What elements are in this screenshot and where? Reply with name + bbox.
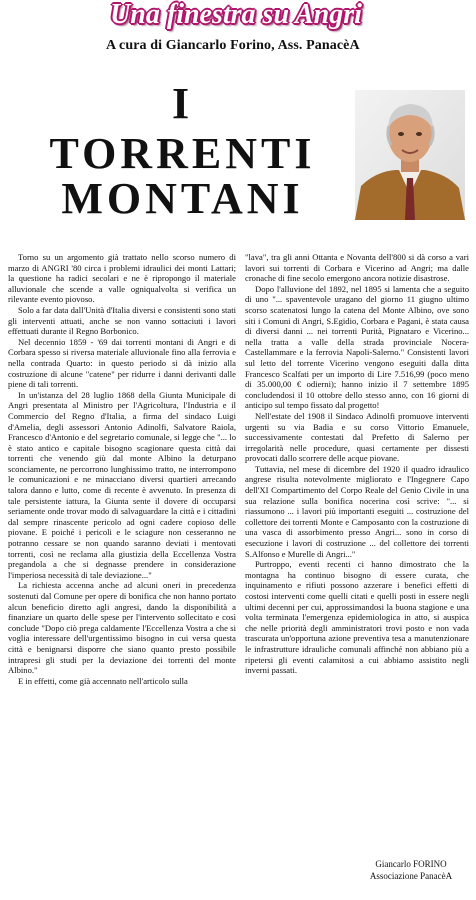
article-column-left <box>8 252 236 686</box>
signature-organization: Associazione PanacèA <box>369 871 453 881</box>
article-paragraph: Purtroppo, eventi recenti ci hanno dimostrato che la montagna ha continuo bisogno di essere curata, che inquinamento e rifiuti possono azzerare i benefici effetti di costosi interventi come quelli citati e quelli posti in essere negli ultimi decenni per cui, approssimandosi la buona stagione e una volta terminata l'emergenza epidemiologica in atto, si auspica che nelle priorità degli amministratori trovi posto e non vada trascurata un'opportuna azione preventiva tesa a manutenzionare le infrastrutture idrauliche comunali affinché non abbiano più a ripetersi gli eventi calamitosi a cui abbiamo assistito negli inverni passati. <box>245 559 469 676</box>
article-paragraph: In un'istanza del 28 luglio 1868 della Giunta Municipale di Angri presentata al Ministro per l'Agricoltura, l'Industria e il Commercio del Regno d'Italia, a firma del sindaco Luigi d'Amelia, degli assessori Antonio Adinolfi, Salvatore Raiola, Francesco d'Antonio e del segretario comunale, si legge che "... lo è stato antico e capitale bisogno scagionare questa città dai torrenti che venendo giù dal monte Albino la deturpano sconciamente, ne percorrono lunghissimo tratto, ne interrompono le comunicazioni e ne minacciano diversi quartieri arrecando talora danno e lutto, come di recente è avvenuto. In presenza di tale persistente iattura, la Giunta sente il dovere di occuparsi seriamente onde trovar modo di salvaguardare la città e i cittadini dal sempre rinascente pericolo ad ogni cadere copioso delle piovane. E poiché i pericoli e le sciagure non cesseranno ne potranno cessare se non quando saranno deviati i mentovati torrenti, così ne reclama alla giustizia della Eccellenza Vostra pregandola a che si degnasse prendere in considerazione l'imperiosa necessità di tale deviazione..." <box>8 389 236 580</box>
signature <box>355 858 467 882</box>
article-paragraph: Nel decennio 1859 - '69 dai torrenti montani di Angri e di Corbara spesso si riversa materiale alluvionale fino alla ferrovia e nella contrada Quarto: in questo periodo si dà inizio alla costruzione di alcune "catene" per ridurre i danni derivanti dalle piene di tali torrenti. <box>8 336 236 390</box>
article-paragraph: Tuttavia, nel mese di dicembre del 1920 il quadro idraulico angrese risulta notevolmente migliorato e l'Ingegnere Capo dell'XI Compartimento del Corpo Reale del Genio Civile in una sua relazione sulla bonifica nocerina così scrive: "... si riassumono ... i lavori più importanti eseguiti ... costruzione del collettore dei torrenti Monte e Camposanto con la costruzione di una vasca di assorbimento presso Angri... sono in corso di esecuzione i lavori di costruzione ... del collettore dei torrenti S.Alfonso e Murelle di Angri..." <box>245 463 469 559</box>
author-portrait-photo <box>355 90 465 220</box>
column-banner: Una finestra su Angri <box>110 0 362 30</box>
article-paragraph: Dopo l'alluvione del 1892, nel 1895 si lamenta che a seguito di uno "... spaventevole uragano del giorno 11 giugno ultimo scorso scatenatosi lungo la catena del Monte Albino, ove sono siti i Comuni di Angri, S.Egidio, Corbara e Pagani, è stata causa di diversi danni ... nei torrenti Purità, Pignataro e Vicerino... nella tratta a valle della strada provinciale Nocera-Castellammare e la ferrovia Napoli-Salerno." Consistenti lavori sul letto del torrente Vicerino vengono eseguiti dalla ditta Francesco Scalfati per un importo di Lire 7.516,99 (poco meno di 35.000,00 € odierni); hanno inizio il 7 settembre 1895 concludendosi il 10 ottobre dello stesso anno, con 16 giorni di anticipo sul tempo fissato dal progetto! <box>245 283 469 411</box>
signature-name: Giancarlo FORINO <box>375 859 447 869</box>
article-paragraph: E in effetti, come già accennato nell'articolo sulla <box>18 675 188 686</box>
article-paragraph: Nell'estate del 1908 il Sindaco Adinolfi promuove interventi urgenti su via Badia e su corso Vittorio Emanuele, successivamente contestati dal Prefetto di Salerno per irregolarità nelle procedure, quasi certamente per dissesti provocati dallo scorrere delle acque piovane. <box>245 410 469 464</box>
article-paragraph: Solo a far data dall'Unità d'Italia diversi e consistenti sono stati gli interventi attuati, anche se non vanno sottaciuti i lavori effettuati durante il Regno Borbonico. <box>8 304 236 337</box>
article-paragraph: La richiesta accenna anche ad alcuni oneri in precedenza sostenuti dal Comune per opere di bonifica che non hanno portato alcun beneficio diretto agli angresi, dando la disponibilità a finanziare un quarto delle spese per l'intervento sollecitato e così conclude "Dopo ciò prega caldamente l'Eccellenza Vostra a che si voglia interessare dell'urgentissimo bisogno in cui versa questa città e benignarsi disporre che siano quanto presto possibile intrapresi gli studi per la deviazione dei torrenti del monte Albino." <box>8 580 236 676</box>
title-line-1: I <box>171 79 194 128</box>
title-line-2: TORRENTI <box>49 129 316 178</box>
byline: A cura di Giancarlo Forino, Ass. PanacèA <box>106 38 360 53</box>
article-paragraph: Torno su un argomento già trattato nello scorso numero di marzo di ANGRI '80 circa i problemi idraulici dei monti Lattari; la questione ha radici secolari e ne è ripropongo il materiale alluvionale che scende a valle ogniqualvolta si verifica un rilevante evento piovoso. <box>8 252 236 305</box>
portrait-photo-icon <box>355 90 465 220</box>
header <box>0 0 476 86</box>
article-paragraph: "lava", tra gli anni Ottanta e Novanta dell'800 si dà corso a vari lavori sui torrenti di Corbara e Vicerino ad Angri; ma dalle cronache di fine secolo emergono ancora notizie disastrose. <box>245 252 469 284</box>
article-column-right <box>245 252 469 676</box>
title-line-3: MONTANI <box>61 174 304 223</box>
